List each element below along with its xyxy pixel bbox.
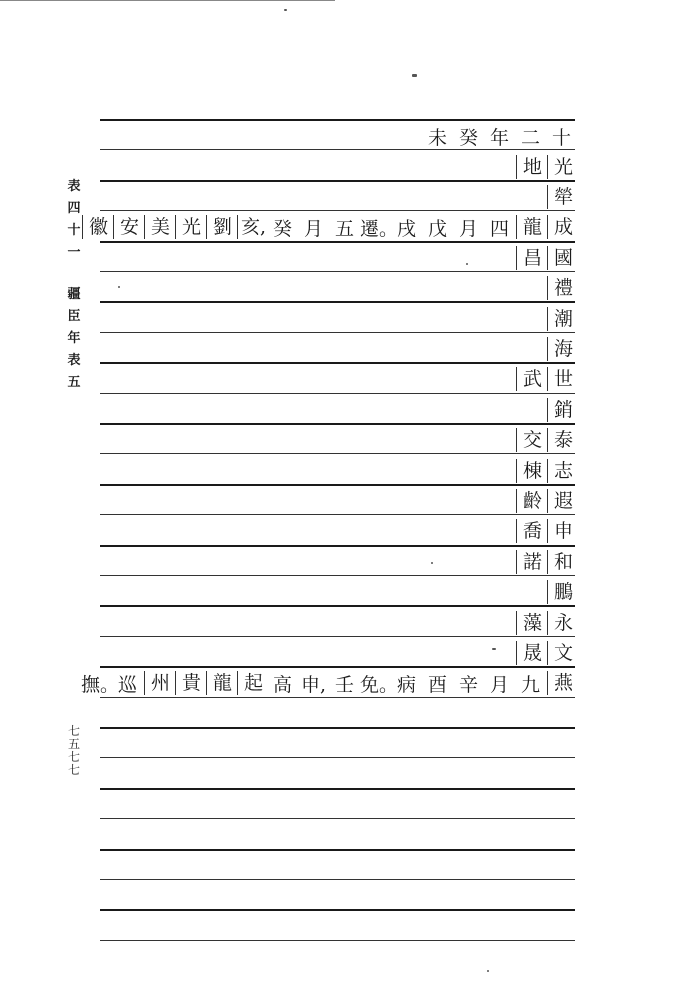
table-rule bbox=[100, 849, 575, 851]
official-name-char: 昌 bbox=[516, 246, 546, 270]
note-char: 九 bbox=[520, 673, 540, 696]
note-char: 五 bbox=[334, 217, 354, 240]
table-row bbox=[515, 640, 577, 666]
year-header-char: 未 bbox=[427, 126, 447, 149]
table-row bbox=[546, 184, 577, 210]
table-rule bbox=[100, 636, 575, 637]
table-rule bbox=[100, 727, 575, 729]
note-char: 高 bbox=[272, 673, 292, 696]
table-row bbox=[515, 458, 577, 484]
official-name-char: 諾 bbox=[516, 550, 546, 574]
scan-speck bbox=[487, 970, 489, 972]
official-name-char: 交 bbox=[516, 428, 546, 452]
note-char: 遷。 bbox=[360, 217, 399, 240]
official-name-char: 志 bbox=[547, 459, 577, 483]
note-char: 徽 bbox=[82, 215, 112, 239]
table-rule bbox=[100, 119, 575, 121]
note-char: 癸 bbox=[272, 217, 292, 240]
official-name-char: 藻 bbox=[516, 611, 546, 635]
year-header-char: 年 bbox=[489, 126, 509, 149]
year-header bbox=[422, 123, 577, 149]
note-char: 四 bbox=[489, 217, 509, 240]
table-rule bbox=[100, 423, 575, 425]
table-rule bbox=[100, 180, 575, 182]
official-name-char: 國 bbox=[547, 246, 577, 270]
table-rule bbox=[100, 757, 575, 758]
official-name-char: 世 bbox=[547, 367, 577, 391]
scan-speck bbox=[118, 286, 120, 288]
table-rule bbox=[100, 332, 575, 333]
note-char: 龍 bbox=[206, 671, 236, 695]
official-name-char: 燕 bbox=[547, 671, 577, 695]
scan-speck bbox=[492, 648, 496, 650]
note-char: 免。 bbox=[360, 673, 399, 696]
table-row bbox=[546, 336, 577, 362]
official-name-char: 地 bbox=[516, 155, 546, 179]
table-row bbox=[515, 366, 577, 392]
table-rule bbox=[100, 788, 575, 790]
table-row bbox=[515, 488, 577, 514]
side-title-char: 疆 bbox=[67, 287, 81, 302]
table-row bbox=[546, 306, 577, 332]
side-title-char: 一 bbox=[67, 245, 81, 260]
side-title-char: 四 bbox=[67, 201, 81, 216]
side-title-char: 五 bbox=[67, 375, 81, 390]
note-char: 州 bbox=[144, 671, 174, 695]
note-char: 起 bbox=[237, 671, 267, 695]
note-char: 辛 bbox=[458, 673, 478, 696]
note-char: 月 bbox=[489, 673, 509, 696]
official-name-char: 申 bbox=[547, 519, 577, 543]
official-name-char: 和 bbox=[547, 550, 577, 574]
table-rule bbox=[100, 210, 575, 211]
side-title-char: 臣 bbox=[67, 309, 81, 324]
table-rule bbox=[100, 514, 575, 515]
page-number-char: 七 bbox=[67, 750, 80, 764]
table-row bbox=[515, 549, 577, 575]
official-name-char: 光 bbox=[547, 155, 577, 179]
side-title-char: 表 bbox=[67, 353, 81, 368]
note-char: 亥, bbox=[237, 215, 267, 239]
table-row bbox=[546, 397, 577, 423]
scan-speck bbox=[466, 263, 468, 265]
table-rule bbox=[100, 666, 575, 668]
table-row bbox=[81, 670, 577, 696]
note-char: 美 bbox=[144, 215, 174, 239]
page-number-char: 七 bbox=[67, 763, 80, 777]
official-name-char: 喬 bbox=[516, 519, 546, 543]
side-book-title bbox=[62, 176, 86, 394]
table-rule bbox=[100, 453, 575, 454]
table-rule bbox=[100, 484, 575, 486]
official-name-char: 遐 bbox=[547, 489, 577, 513]
table-rule bbox=[100, 909, 575, 911]
page-number bbox=[62, 725, 86, 777]
table-rule bbox=[100, 362, 575, 364]
note-char: 光 bbox=[175, 215, 205, 239]
note-char: 貴 bbox=[175, 671, 205, 695]
note-char: 壬 bbox=[334, 673, 354, 696]
table-row bbox=[515, 245, 577, 271]
official-name-char: 龍 bbox=[516, 215, 546, 239]
official-name-char: 永 bbox=[547, 611, 577, 635]
table-rule bbox=[100, 393, 575, 394]
official-name-char: 銷 bbox=[547, 398, 577, 422]
note-char: 戊 bbox=[427, 217, 447, 240]
note-char: 戌 bbox=[396, 217, 416, 240]
side-title-char: 表 bbox=[67, 179, 81, 194]
table-row bbox=[515, 427, 577, 453]
official-name-char: 潮 bbox=[547, 307, 577, 331]
scan-speck bbox=[412, 74, 417, 77]
note-char: 巡 bbox=[117, 673, 137, 696]
table-rule bbox=[100, 271, 575, 272]
note-char: 撫。 bbox=[81, 673, 120, 696]
official-name-char: 武 bbox=[516, 367, 546, 391]
page-number-char: 五 bbox=[67, 737, 80, 751]
table-rule bbox=[100, 575, 575, 576]
table-row bbox=[515, 518, 577, 544]
note-char: 申, bbox=[300, 673, 327, 696]
official-name-char: 文 bbox=[547, 641, 577, 665]
table-row bbox=[515, 610, 577, 636]
year-header-char: 二 bbox=[520, 126, 540, 149]
note-char: 病 bbox=[396, 673, 416, 696]
table-rule bbox=[100, 545, 575, 547]
note-char: 月 bbox=[458, 217, 478, 240]
page-top-edge bbox=[0, 0, 335, 1]
side-title-char: 年 bbox=[67, 331, 81, 346]
table-row bbox=[515, 154, 577, 180]
table-rule bbox=[100, 697, 575, 698]
table-rule bbox=[100, 605, 575, 607]
table-row bbox=[546, 275, 577, 301]
official-name-char: 禮 bbox=[547, 276, 577, 300]
year-header-char: 癸 bbox=[458, 126, 478, 149]
scan-speck bbox=[284, 9, 287, 11]
side-title-char: 十 bbox=[67, 223, 81, 238]
official-name-char: 鵬 bbox=[547, 580, 577, 604]
note-char: 月 bbox=[303, 217, 323, 240]
table-row bbox=[81, 214, 577, 240]
official-name-char: 晟 bbox=[516, 641, 546, 665]
official-name-char: 齡 bbox=[516, 489, 546, 513]
official-name-char: 海 bbox=[547, 337, 577, 361]
table-rule bbox=[100, 818, 575, 819]
year-header-char: 十 bbox=[551, 126, 571, 149]
official-name-char: 犖 bbox=[547, 185, 577, 209]
table-rule bbox=[100, 940, 575, 941]
table-rule bbox=[100, 241, 575, 243]
note-char: 安 bbox=[113, 215, 143, 239]
official-name-char: 泰 bbox=[547, 428, 577, 452]
scan-speck bbox=[431, 562, 433, 564]
note-char: 劉 bbox=[206, 215, 236, 239]
page-number-char: 七 bbox=[67, 724, 80, 738]
official-name-char: 成 bbox=[547, 215, 577, 239]
table-row bbox=[546, 579, 577, 605]
table-rule bbox=[100, 879, 575, 880]
table-rule bbox=[100, 301, 575, 303]
note-char: 酉 bbox=[427, 673, 447, 696]
official-name-char: 棟 bbox=[516, 459, 546, 483]
